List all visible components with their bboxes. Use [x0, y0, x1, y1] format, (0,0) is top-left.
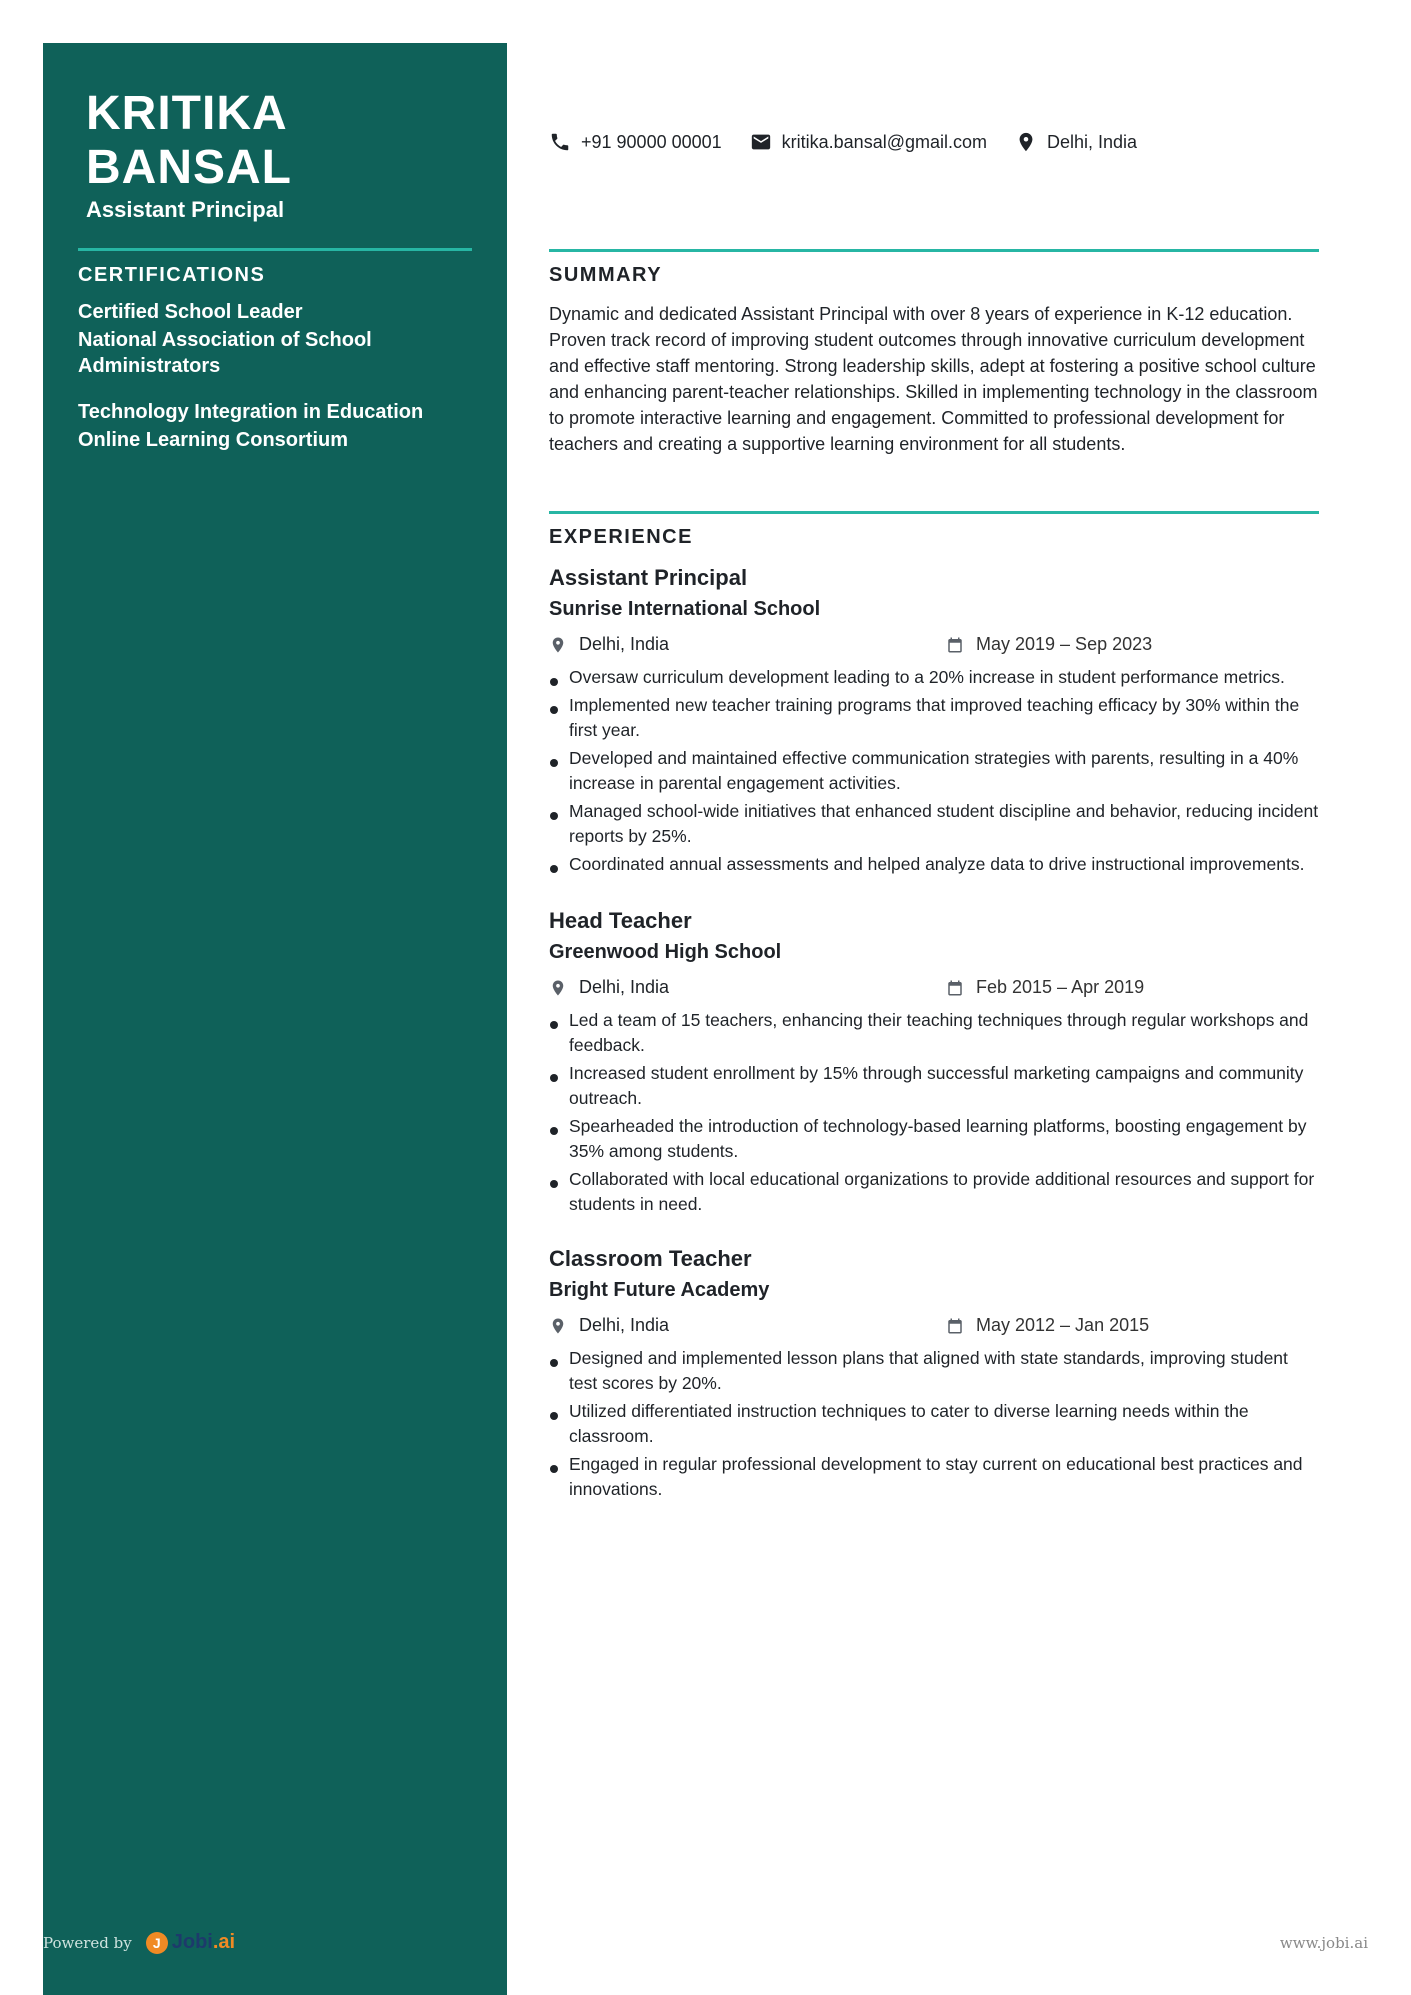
powered-by-label: Powered by — [43, 1933, 132, 1952]
job-dates — [946, 977, 1144, 998]
summary-divider — [549, 249, 1319, 252]
certification-title: Certified School Leader — [78, 301, 303, 323]
certification-issuer: Online Learning Consortium — [78, 429, 349, 451]
name-last: BANSAL — [86, 141, 292, 194]
job-bullets — [549, 665, 1319, 877]
location-text: Delhi, India — [1047, 131, 1138, 152]
contact-location — [1015, 131, 1137, 153]
certification-issuer: National Association of School Administrators — [78, 329, 372, 377]
certification-item — [78, 299, 478, 381]
jobi-brand-suffix: .ai — [212, 1931, 236, 1953]
job-location-text: Delhi, India — [579, 977, 670, 997]
job-bullet: Utilized differentiated instruction techniques to cater to diverse learning needs within the classroom. — [549, 1399, 1319, 1449]
job-dates — [946, 634, 1152, 655]
summary-text: Dynamic and dedicated Assistant Principal with over 8 years of experience in K-12 education. Proven track record of improving student outcomes through innovative curriculum development and effective staff mentoring. Strong leadership skills, adept at fostering a positive school culture and enhancing parent-teacher relationships. Skilled in implementing technology in the classroom to promote interactive learning and engagement. Committed to professional development for teachers and creating a supportive learning environment for all students. — [549, 304, 1318, 454]
job-dates — [946, 1315, 1149, 1336]
job-bullet: Collaborated with local educational organizations to provide additional resources and support for students in need. — [549, 1167, 1319, 1217]
location-pin-icon — [1015, 131, 1037, 153]
job-meta — [549, 974, 1319, 1004]
calendar-icon — [946, 636, 964, 654]
candidate-name — [86, 87, 292, 195]
job-bullet: Coordinated annual assessments and helped analyze data to drive instructional improvements. — [549, 852, 1319, 877]
job-bullet: Spearheaded the introduction of technology-based learning platforms, boosting engagement by 35% among students. — [549, 1114, 1319, 1164]
job-bullet: Implemented new teacher training programs that improved teaching efficacy by 30% within the first year. — [549, 693, 1319, 743]
jobi-logo-icon: J — [146, 1932, 168, 1954]
experience-entry — [549, 906, 1319, 1220]
experience-entry — [549, 563, 1319, 880]
job-meta — [549, 631, 1319, 661]
job-bullet: Engaged in regular professional development to stay current on educational best practices and innovations. — [549, 1452, 1319, 1502]
job-location — [549, 634, 669, 655]
contact-email — [750, 131, 987, 153]
job-title: Head Teacher — [549, 908, 692, 933]
company-name: Greenwood High School — [549, 941, 782, 963]
job-bullet: Increased student enrollment by 15% through successful marketing campaigns and community outreach. — [549, 1061, 1319, 1111]
job-bullet: Oversaw curriculum development leading to a 20% increase in student performance metrics. — [549, 665, 1319, 690]
company-name: Bright Future Academy — [549, 1279, 770, 1301]
job-dates-text: Feb 2015 – Apr 2019 — [976, 977, 1145, 997]
job-location — [549, 977, 669, 998]
certification-title: Technology Integration in Education — [78, 401, 424, 423]
job-title: Classroom Teacher — [549, 1246, 752, 1271]
experience-entry — [549, 1244, 1319, 1505]
location-pin-icon — [549, 1316, 567, 1336]
phone-icon — [549, 131, 571, 153]
name-first: KRITIKA — [86, 87, 288, 140]
experience-heading: EXPERIENCE — [549, 526, 693, 548]
jobi-brand-text: Jobi — [171, 1931, 213, 1953]
certification-item — [78, 399, 478, 455]
job-bullet: Designed and implemented lesson plans that aligned with state standards, improving student test scores by 20%. — [549, 1346, 1319, 1396]
job-bullet: Developed and maintained effective communication strategies with parents, resulting in a 40% increase in parental engagement activities. — [549, 746, 1319, 796]
site-link[interactable]: www.jobi.ai — [1279, 1934, 1368, 1952]
job-dates-text: May 2012 – Jan 2015 — [976, 1315, 1150, 1335]
job-location-text: Delhi, India — [579, 634, 670, 654]
candidate-role: Assistant Principal — [86, 197, 285, 222]
job-location — [549, 1315, 669, 1336]
email-text: kritika.bansal@gmail.com — [781, 131, 987, 152]
job-dates-text: May 2019 – Sep 2023 — [976, 634, 1153, 654]
contact-phone — [549, 131, 722, 153]
location-pin-icon — [549, 635, 567, 655]
sidebar — [43, 43, 507, 1995]
job-meta — [549, 1312, 1319, 1342]
job-bullet: Led a team of 15 teachers, enhancing their teaching techniques through regular workshops and feedback. — [549, 1008, 1319, 1058]
powered-by — [43, 1931, 235, 1954]
job-title: Assistant Principal — [549, 565, 748, 590]
contact-bar — [549, 131, 1165, 153]
phone-text: +91 90000 00001 — [581, 131, 722, 152]
jobi-logo[interactable] — [146, 1931, 235, 1954]
job-bullet: Managed school-wide initiatives that enhanced student discipline and behavior, reducing incident reports by 25%. — [549, 799, 1319, 849]
job-bullets — [549, 1346, 1319, 1502]
job-bullets — [549, 1008, 1319, 1217]
summary-heading: SUMMARY — [549, 264, 663, 286]
sidebar-divider — [78, 248, 472, 251]
mail-icon — [750, 131, 772, 153]
location-pin-icon — [549, 978, 567, 998]
job-location-text: Delhi, India — [579, 1315, 670, 1335]
certifications-heading: CERTIFICATIONS — [78, 264, 266, 286]
experience-divider — [549, 511, 1319, 514]
calendar-icon — [946, 1317, 964, 1335]
calendar-icon — [946, 979, 964, 997]
company-name: Sunrise International School — [549, 598, 821, 620]
